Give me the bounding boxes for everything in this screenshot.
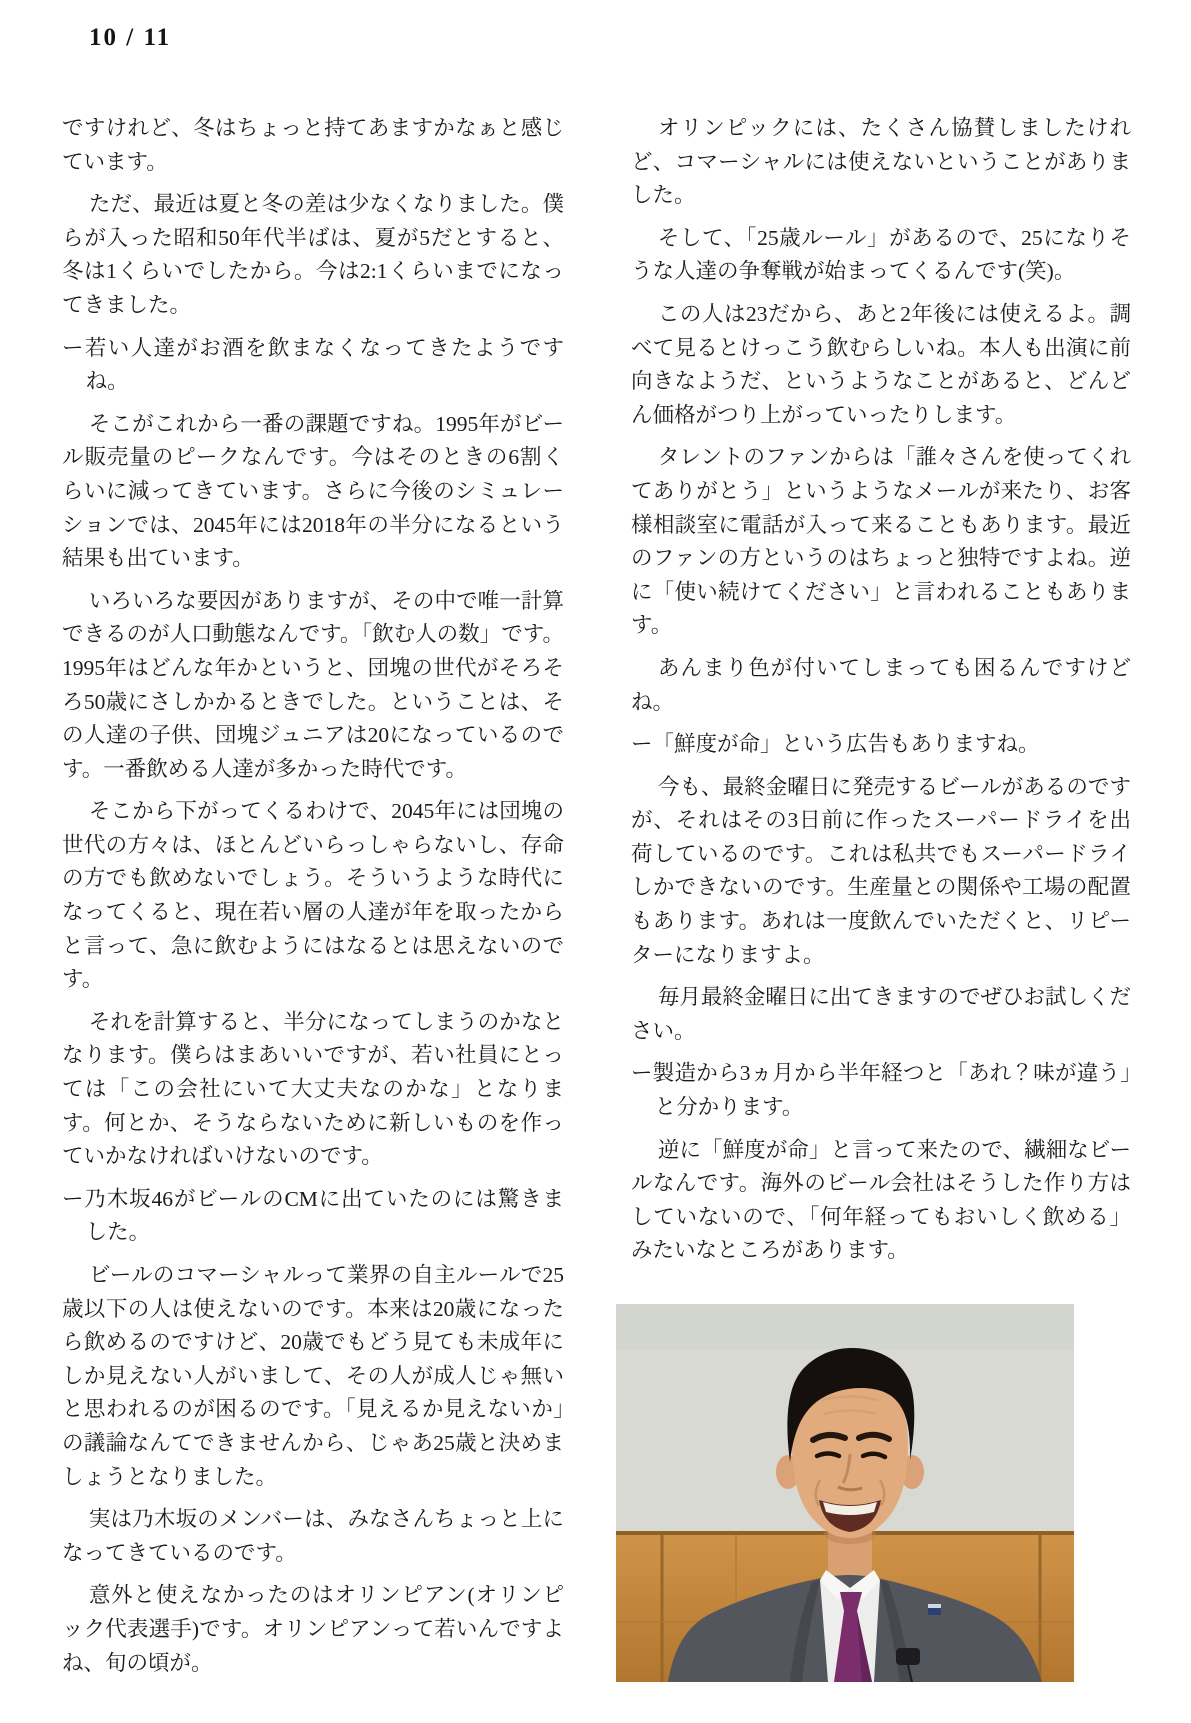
interview-answer-paragraph: 毎月最終金曜日に出てきますのでぜひお試しください。 <box>631 985 1131 1043</box>
interview-question: ー乃木坂46がビールのCMに出ていたのには驚きました。 <box>62 1186 564 1245</box>
interviewee-photo <box>616 1304 1074 1682</box>
interview-question: ー若い人達がお酒を飲まなくなってきたようですね。 <box>62 335 564 394</box>
interviewee-photo-graphic <box>616 1304 1074 1682</box>
interview-answer-paragraph: そして、「25歳ルール」があるので、25になりそうな人達の争奪戦が始まってくるんです(笑)。 <box>631 225 1131 284</box>
interview-answer-paragraph: それを計算すると、半分になってしまうのかなとなります。僕らはまあいいですが、若い社員にとっては「この会社にいて大丈夫なのかな」となります。何とか、そうならないために新しいものを作っていかなければいけないのです。 <box>62 1009 564 1169</box>
interview-question: ー「鮮度が命」という広告もありますね。 <box>631 732 1040 757</box>
interview-answer-paragraph: ただ、最近は夏と冬の差は少なくなりました。僕らが入った昭和50年代半ばは、夏が5だとすると、冬は1くらいでしたから。今は2:1くらいまでになってきました。 <box>62 192 564 317</box>
interview-answer-paragraph: あんまり色が付いてしまっても困るんですけどね。 <box>631 655 1131 714</box>
right-text-column <box>631 112 1131 1682</box>
interview-answer-paragraph: 実は乃木坂のメンバーは、みなさんちょっと上になってきているのです。 <box>62 1507 564 1565</box>
page-number: 10 / 11 <box>89 24 172 51</box>
interview-answer-paragraph: 意外と使えなかったのはオリンピアン(オリンピック代表選手)です。オリンピアンって若いんですよね、旬の頃が。 <box>62 1583 564 1675</box>
interview-answer-paragraph: 今も、最終金曜日に発売するビールがあるのですが、それはその3日前に作ったスーパードライを出荷しているのです。これは私共でもスーパードライしかできないのです。生産量との関係や工場の配置もあります。あれは一度飲んでいただくと、リピーターになりますよ。 <box>631 774 1131 967</box>
interview-answer-paragraph: この人は23だから、あと2年後には使えるよ。調べて見るとけっこう飲むらしいね。本人も出演に前向きなようだ、というようなことがあると、どんどん価格がつり上がっていったりします。 <box>631 301 1131 427</box>
right-column-paragraphs <box>631 112 1131 1268</box>
interview-question: ー製造から3ヵ月から半年経つと「あれ？味が違う」と分かります。 <box>631 1061 1131 1120</box>
interview-answer-paragraph: タレントのファンからは「誰々さんを使ってくれてありがとう」というようなメールが来たり、お客様相談室に電話が入って来ることもあります。最近のファンの方というのはちょっと独特ですよね。逆に「使い続けてください」と言われることもあります。 <box>631 445 1131 638</box>
interview-answer-paragraph: いろいろな要因がありますが、その中で唯一計算できるのが人口動態なんです。「飲む人の数」です。1995年はどんな年かというと、団塊の世代がそろそろ50歳にさしかかるときでした。ということは、その人達の子供、団塊ジュニアは20になっているのです。一番飲める人達が多かった時代です。 <box>62 588 564 781</box>
left-text-column <box>62 112 564 1689</box>
interview-answer-paragraph: ですけれど、冬はちょっと持てあますかなぁと感じています。 <box>62 116 564 174</box>
interview-answer-paragraph: ビールのコマーシャルって業界の自主ルールで25歳以下の人は使えないのです。本来は20歳になったら飲めるのですけど、20歳でもどう見ても未成年にしか見えない人がいまして、その人が成人じゃ無いと思われるのが困るのです。「見えるか見えないか」の議論なんてできませんから、じゃあ25歳と決めましょうとなりました。 <box>62 1263 564 1489</box>
interview-answer-paragraph: そこから下がってくるわけで、2045年には団塊の世代の方々は、ほとんどいらっしゃらないし、存命の方でも飲めないでしょう。そういうような時代になってくると、現在若い層の人達が年を取ったからと言って、急に飲むようにはなるとは思えないのです。 <box>62 799 564 992</box>
interview-answer-paragraph: 逆に「鮮度が命」と言って来たので、繊細なビールなんです。海外のビール会社はそうした作り方はしていないので、「何年経ってもおいしく飲める」みたいなところがあります。 <box>631 1137 1131 1263</box>
interview-answer-paragraph: そこがこれから一番の課題ですね。1995年がビール販売量のピークなんです。今はそのときの6割くらいに減ってきています。さらに今後のシミュレーションでは、2045年には2018年の半分になるという結果も出ています。 <box>62 411 564 571</box>
interview-answer-paragraph: オリンピックには、たくさん協賛しましたけれど、コマーシャルには使えないということがありました。 <box>631 116 1131 208</box>
lapel-pin <box>928 1604 941 1615</box>
